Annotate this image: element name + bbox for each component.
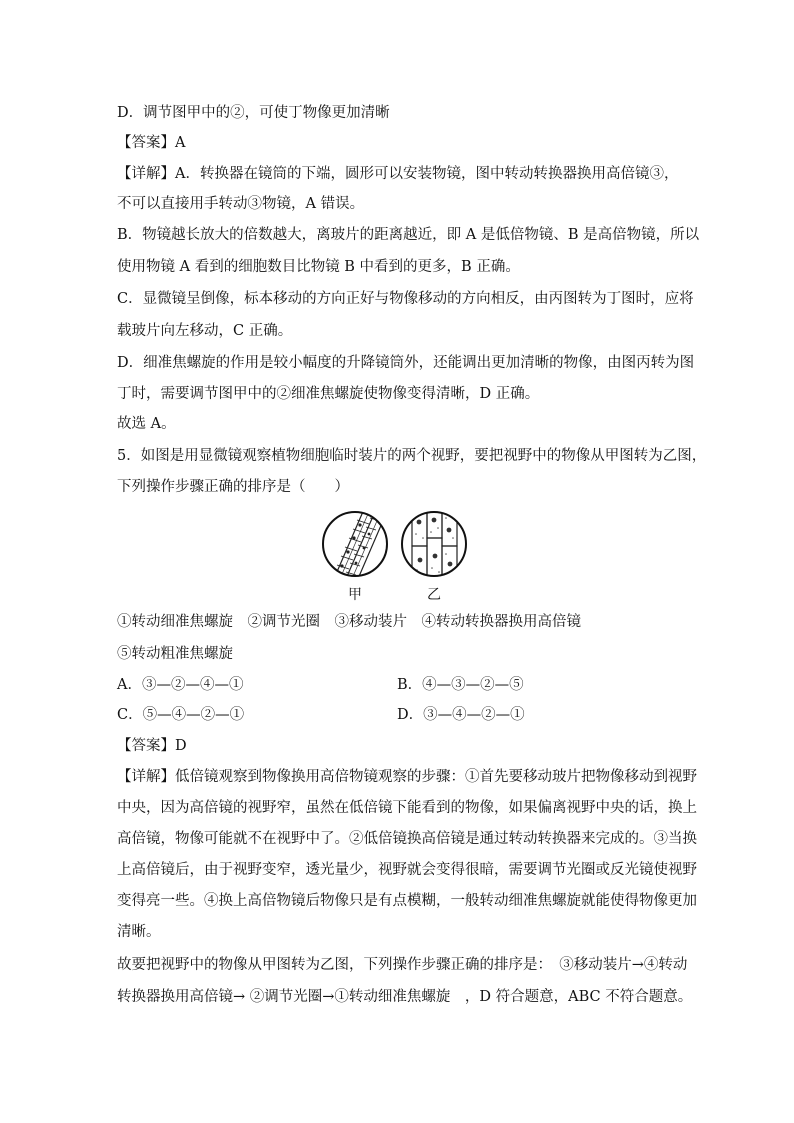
- explanation-line: B．物镜越长放大的倍数越大，离玻片的距离越近，即 A 是低倍物镜、B 是高倍物镜，所以: [117, 227, 700, 243]
- view-jia-cells: [330, 508, 392, 580]
- view-yi-cells: [412, 508, 457, 580]
- microscope-views-figure: [320, 508, 480, 608]
- explanation-line: 中央，因为高倍镜的视野窄，虽然在低倍镜下能看到的物像，如果偏离视野中央的话，换上: [117, 800, 697, 816]
- explanation-line: 上高倍镜后，由于视野变窄，透光量少，视野就会变得很暗，需要调节光圈或反光镜使视野: [117, 862, 697, 878]
- explanation-line: 清晰。: [117, 924, 161, 940]
- explanation-line: D．细准焦螺旋的作用是较小幅度的升降镜筒外，还能调出更加清晰的物像，由图丙转为图: [117, 355, 695, 371]
- explanation-line: 载玻片向左移动，C 正确。: [117, 323, 293, 339]
- option-a: A．③—②—④—①: [117, 677, 244, 693]
- option-c: C．⑤—④—②—①: [117, 707, 245, 723]
- figure-label-jia: 甲: [348, 587, 362, 603]
- explanation-line: 丁时，需要调节图甲中的②细准焦螺旋使物像变得清晰，D 正确。: [117, 386, 540, 402]
- steps-list: ①转动细准焦螺旋 ②调节光圈 ③移动装片 ④转动转换器换用高倍镜: [117, 614, 581, 630]
- option-b: B．④—③—②—⑤: [397, 677, 524, 693]
- question-5-text: 5．如图是用显微镜观察植物细胞临时装片的两个视野，要把视野中的物像从甲图转为乙图，: [117, 448, 707, 464]
- figure-label-yi: 乙: [427, 587, 441, 603]
- explanation-line: 使用物镜 A 看到的细胞数目比物镜 B 中看到的更多，B 正确。: [117, 259, 520, 275]
- option-d-text: D．调节图甲中的②，可使丁物像更加清晰: [117, 105, 390, 121]
- answer-label: 【答案】D: [117, 738, 187, 754]
- explanation-line: 转换器换用高倍镜→ ②调节光圈→①转动细准焦螺旋 ，D 符合题意，ABC 不符合题意。: [117, 989, 693, 1005]
- option-d: D．③—④—②—①: [397, 707, 525, 723]
- explanation-line: 变得亮一些。④换上高倍物镜后物像只是有点模糊，一般转动细准焦螺旋就能使得物像更加: [117, 893, 697, 909]
- answer-label: 【答案】A: [117, 135, 186, 151]
- explanation-line: 【详解】A．转换器在镜筒的下端，圆形可以安装物镜，图中转动转换器换用高倍镜③，: [117, 166, 679, 182]
- explanation-line: 高倍镜，物像可能就不在视野中了。②低倍镜换高倍镜是通过转动转换器来完成的。③当换: [117, 831, 697, 847]
- steps-list: ⑤转动粗准焦螺旋: [117, 646, 233, 662]
- explanation-line: C．显微镜呈倒像，标本移动的方向正好与物像移动的方向相反，由丙图转为丁图时，应将: [117, 291, 694, 307]
- microscope-views-image: [320, 508, 480, 580]
- question-5-text: 下列操作步骤正确的排序是（ ）: [117, 479, 349, 495]
- explanation-line: 【详解】低倍镜观察到物像换用高倍物镜观察的步骤：①首先要移动玻片把物像移动到视野: [117, 769, 697, 785]
- explanation-line: 故要把视野中的物像从甲图转为乙图，下列操作步骤正确的排序是： ③移动装片→④转动: [117, 957, 688, 973]
- conclusion-line: 故选 A。: [117, 416, 176, 432]
- explanation-line: 不可以直接用手转动③物镜，A 错误。: [117, 196, 365, 212]
